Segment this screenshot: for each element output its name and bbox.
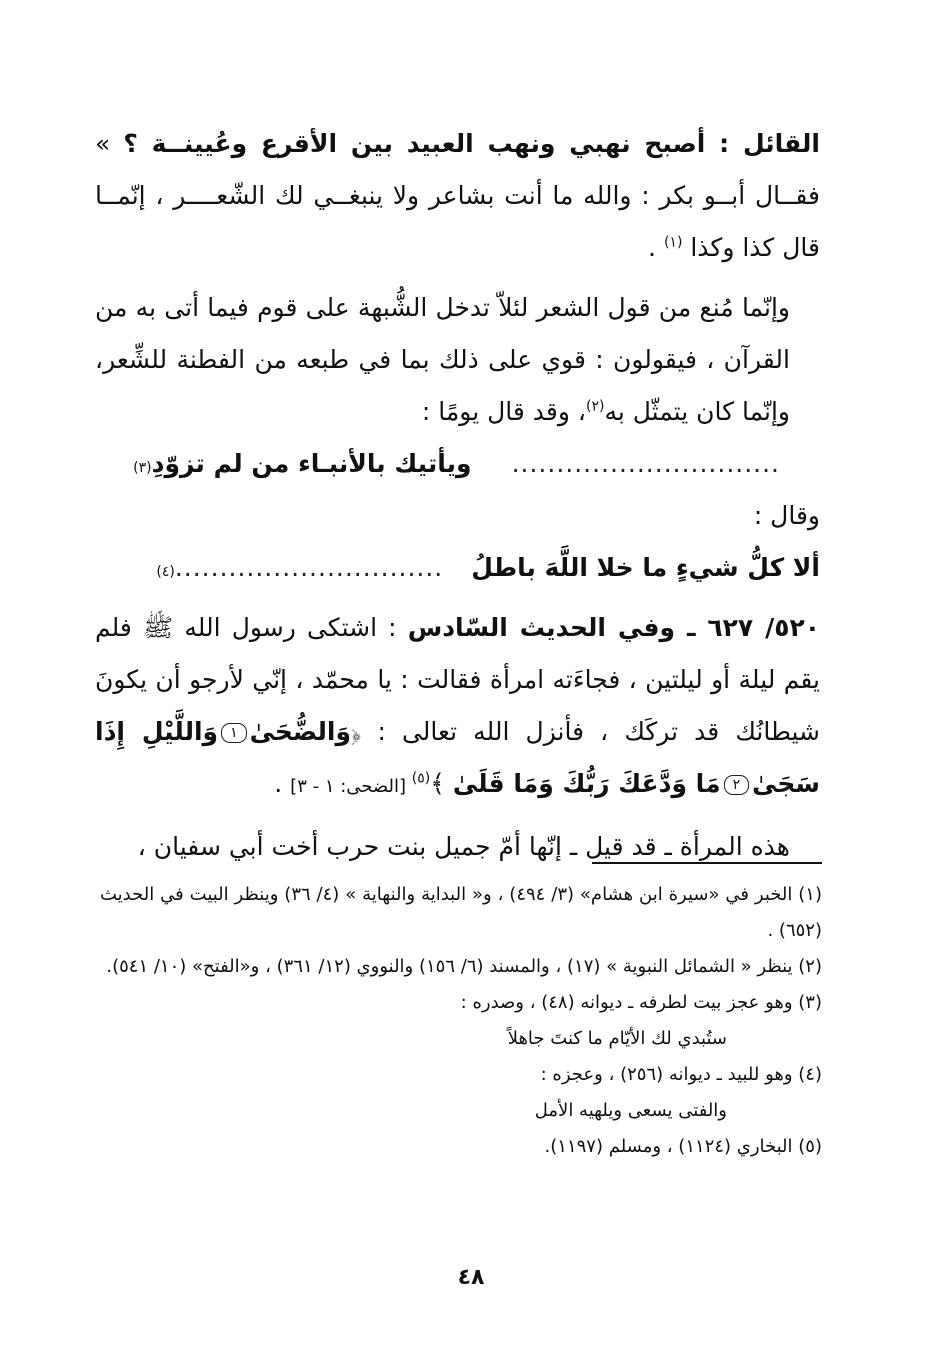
verse-1-dots: .............................. [511, 449, 780, 478]
quran-close-bracket: ﴾ [430, 769, 453, 798]
quran-verse-3: مَا وَدَّعَكَ رَبُّكَ وَمَا قَلَىٰ [452, 769, 721, 798]
wa-qal: وقال : [753, 501, 820, 530]
quran-verse-1: وَالضُّحَىٰ [249, 717, 352, 746]
ayah-marker-1: ١ [221, 723, 247, 743]
footnote-4: (٤) وهو للبيد ـ ديوانه (٢٥٦) ، وعجزه : [540, 1064, 822, 1085]
hadith-number: ٥٢٠/ ٦٢٧ ـ وفي الحديث السّادس [407, 613, 820, 642]
footnote-4-verse: والفتى يسعى ويلهيه الأمل [534, 1100, 727, 1121]
verse-2-dots: .............................. [174, 553, 444, 582]
hadith-end: . [274, 769, 291, 798]
surah-reference: [الضحى: ١ - ٣] [290, 776, 412, 797]
paragraph-2 [95, 282, 820, 438]
paragraph-2-text-b: ، وقد قال يومًا : [421, 397, 586, 426]
paragraph-1-end: . [648, 233, 664, 262]
poem-quote: القائل : أصبح نهبي ونهب العبيد بين الأقرع وعُيينــة ؟ [123, 129, 820, 158]
paragraph-1 [95, 118, 820, 274]
page-number: ٤٨ [457, 1265, 485, 1290]
footnote-1: (١) الخبر في «سيرة ابن هشام» (٣/ ٤٩٤) ، و« البداية والنهاية » (٤/ ٣٦) وينظر البيت في الحديث (٦٥٢) . [100, 884, 822, 941]
footnote-3-verse: ستُبدي لك الأيّام ما كنتَ جاهلاً [507, 1028, 727, 1049]
paragraph-2-text: وإنّما مُنع من قول الشعر لئلاّ تدخل الشُّبهة على قوم فيما أتى به من القرآن ، فيقولون : قوي على ذلك بما في طبعه من الفطنة للشِّعر، وإنّما كان يتمثّل به [95, 293, 790, 426]
footnote-divider [592, 862, 822, 864]
verse-2: ألا كلُّ شيءٍ ما خلا اللَّهَ باطلُ .............................. (٤) [95, 542, 820, 594]
paragraph-1-text: » فقــال أبــو بكر : والله ما أنت بشاعر ولا ينبغــي لك الشّعــــر ، إنّمــا قال كذا وكذا [95, 129, 820, 262]
quran-verse-2: وَاللَّيْلِ إِذَا سَجَىٰ [95, 717, 820, 798]
footnote-2: (٢) ينظر « الشمائل النبوية » (١٧) ، والمسند (٦/ ١٥٦) والنووي (١٢/ ٣٦١) ، و«الفتح» (١٠/ ٥٤١). [106, 956, 822, 977]
verse-1: .............................. ويأتيك بالأنبـاء من لم تزوّدِ (٣) [95, 438, 820, 490]
footnote-5: (٥) البخاري (١١٢٤) ، ومسلم (١١٩٧). [544, 1136, 822, 1157]
hadith-text: : اشتكى رسول الله ﷺ فلم يقم ليلة أو ليلتين ، فجاءَته امرأة فقالت : يا محمّد ، إنّي لأرجو أن يكونَ شيطانُك قد تركَك ، فأنزل الله تعالى : ﴿ [95, 613, 820, 746]
verse-2-hemistich: ألا كلُّ شيءٍ ما خلا اللَّهَ باطلُ [471, 553, 820, 582]
main-text [95, 118, 820, 873]
hadith-paragraph [95, 602, 820, 813]
footnotes [100, 877, 822, 1165]
verse-1-hemistich: ويأتيك بالأنبـاء من لم تزوّدِ [151, 449, 472, 478]
paragraph-last: هذه المرأة ـ قد قيل ـ إنّها أمّ جميل بنت حرب أخت أبي سفيان ، [137, 832, 790, 861]
footnote-ref-1[interactable]: (١) [663, 234, 683, 251]
footnote-ref-2[interactable]: (٢) [585, 398, 605, 415]
footnote-3: (٣) وهو عجز بيت لطرفه ـ ديوانه (٤٨) ، وصدره : [460, 992, 822, 1013]
footnote-ref-5[interactable]: (٥) [411, 770, 431, 787]
ayah-marker-2: ٢ [724, 775, 750, 795]
